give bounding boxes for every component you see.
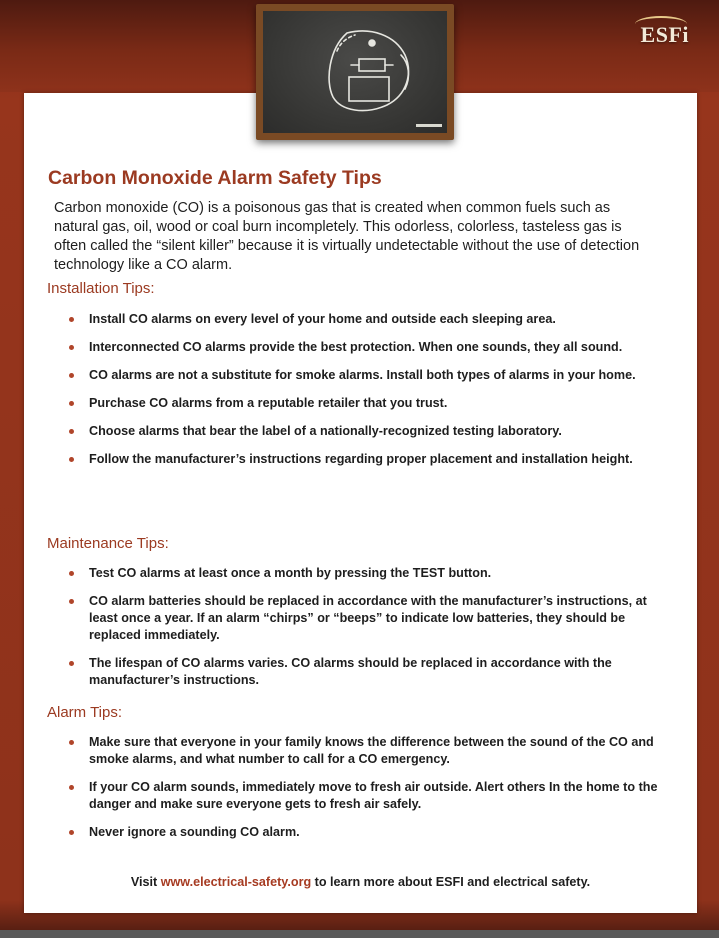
list-item	[69, 565, 669, 582]
bullet-icon	[69, 830, 74, 835]
bullet-icon	[69, 599, 74, 604]
bullet-icon	[69, 345, 74, 350]
tip-text: Never ignore a sounding CO alarm.	[89, 825, 300, 839]
list-item	[69, 593, 669, 644]
bullet-icon	[69, 785, 74, 790]
co-alarm-icon	[263, 11, 447, 133]
tip-text: Make sure that everyone in your family knows the difference between the sound of the CO and smoke alarms, and what number to call for a CO emergency.	[89, 735, 654, 766]
list-item	[69, 655, 669, 689]
list-item	[69, 339, 669, 356]
section-heading-maintenance: Maintenance Tips:	[47, 535, 169, 552]
tip-text: CO alarms are not a substitute for smoke alarms. Install both types of alarms in your home.	[89, 368, 636, 382]
tip-text: Interconnected CO alarms provide the best protection. When one sounds, they all sound.	[89, 340, 623, 354]
tip-text: Test CO alarms at least once a month by pressing the TEST button.	[89, 566, 492, 580]
footer-note	[24, 875, 697, 889]
footer-suffix: to learn more about ESFI and electrical safety.	[311, 875, 591, 889]
logo-text: ESFi	[640, 22, 689, 47]
esfi-logo[interactable]	[641, 22, 689, 48]
tip-text: Choose alarms that bear the label of a nationally-recognized testing laboratory.	[89, 424, 562, 438]
website-link[interactable]: www.electrical-safety.org	[160, 875, 312, 889]
tip-text: Follow the manufacturer’s instructions regarding proper placement and installation height.	[89, 452, 633, 466]
bullet-icon	[69, 740, 74, 745]
bullet-icon	[69, 401, 74, 406]
document-page	[24, 93, 697, 913]
bullet-icon	[69, 661, 74, 666]
tip-text: Install CO alarms on every level of your home and outside each sleeping area.	[89, 312, 556, 326]
chalkboard-illustration	[256, 4, 454, 140]
list-item	[69, 423, 669, 440]
list-item	[69, 367, 669, 384]
list-item	[69, 311, 669, 328]
list-item	[69, 824, 669, 841]
footer-prefix: Visit	[130, 875, 161, 889]
chalkboard-surface	[263, 11, 447, 133]
list-item	[69, 779, 669, 813]
installation-tips-list	[69, 311, 669, 468]
section-heading-installation: Installation Tips:	[47, 280, 155, 297]
intro-paragraph: Carbon monoxide (CO) is a poisonous gas that is created when common fuels such as natural gas, oil, wood or coal burn incompletely. This odorless, colorless, tasteless gas is often called the “silent killer” because it is virtually undetectable without the use of detection technology like a CO alarm.	[54, 200, 640, 273]
section-heading-alarm: Alarm Tips:	[47, 704, 123, 721]
bullet-icon	[69, 373, 74, 378]
bullet-icon	[69, 457, 74, 462]
tip-text: If your CO alarm sounds, immediately move to fresh air outside. Alert others In the home to the danger and make sure everyone gets to fresh air safely.	[89, 780, 658, 811]
bullet-icon	[69, 571, 74, 576]
chalk-piece	[416, 124, 442, 127]
tip-text: CO alarm batteries should be replaced in accordance with the manufacturer’s instructions, at least once a year. If an alarm “chirps” or “beeps” to indicate low batteries, they should be replaced immediately.	[89, 594, 647, 642]
maintenance-tips-list	[69, 565, 669, 689]
tip-text: Purchase CO alarms from a reputable retailer that you trust.	[89, 396, 448, 410]
bottom-strip	[0, 930, 719, 938]
list-item	[69, 734, 669, 768]
tip-text: The lifespan of CO alarms varies. CO alarms should be replaced in accordance with the manufacturer’s instructions.	[89, 656, 612, 687]
logo-swoosh-icon	[635, 16, 687, 32]
bullet-icon	[69, 429, 74, 434]
list-item	[69, 451, 669, 468]
list-item	[69, 395, 669, 412]
alarm-tips-list	[69, 734, 669, 841]
bullet-icon	[69, 317, 74, 322]
page-title: Carbon Monoxide Alarm Safety Tips	[48, 167, 382, 189]
